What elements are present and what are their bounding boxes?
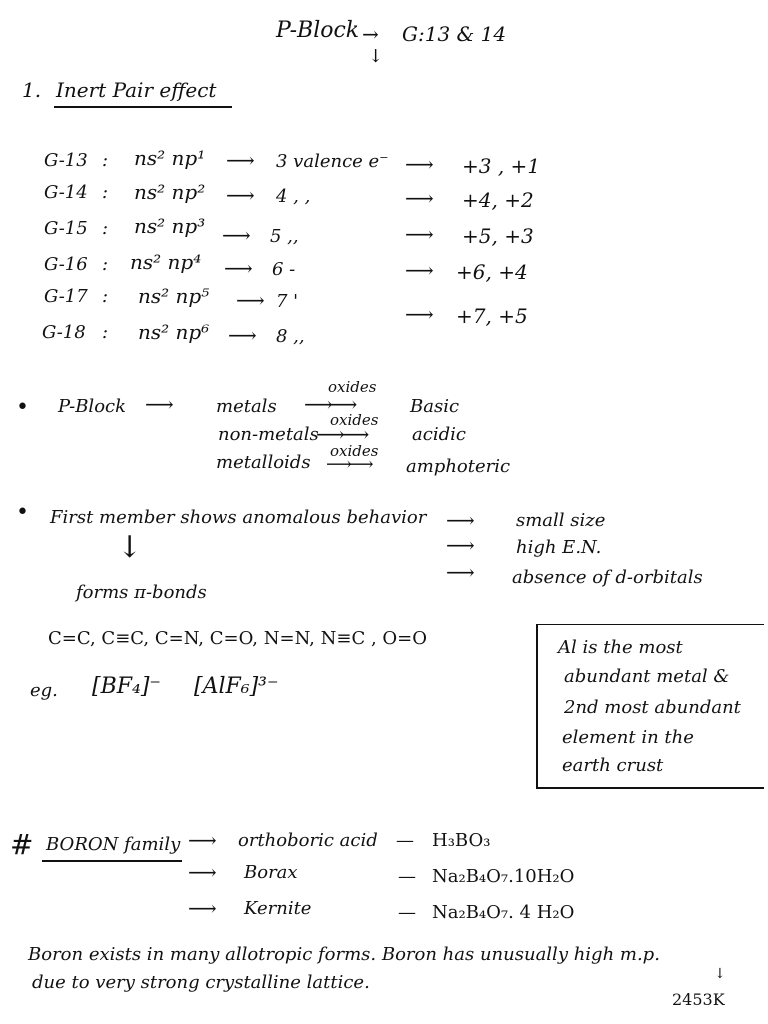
boron-compound: orthoboric acid <box>238 830 378 851</box>
config-states: +5, +3 <box>462 224 534 248</box>
arrow-icon: ⟶ <box>405 222 434 246</box>
arrow-icon: ⟶ <box>446 508 475 532</box>
boron-formula: Na₂B₄O₇.10H₂O <box>432 866 575 887</box>
boron-compound: Borax <box>244 862 298 883</box>
note-line: Al is the most <box>558 637 683 658</box>
arrow-icon: ⟶ <box>446 533 475 557</box>
oxide-over-label: oxides <box>330 442 379 460</box>
header-down-arrow-icon: ↓ <box>368 46 384 67</box>
config-electrons: ns² np⁶ <box>138 320 210 344</box>
note-line: 2nd most abundant <box>564 697 741 718</box>
arrow-icon: ⟶ <box>405 152 434 176</box>
section-number: 1. <box>22 78 42 102</box>
arrow-icon: ⟶ <box>224 256 253 280</box>
arrow-icon: ⟶⟶ <box>304 392 354 416</box>
config-group: G-14 <box>44 182 88 203</box>
arrow-icon: ⟶ <box>236 288 265 312</box>
hash-symbol: # <box>10 828 34 861</box>
header-title: P-Block <box>276 18 360 43</box>
header-arrow-icon: → <box>362 22 379 46</box>
arrow-icon: ⟶⟶ <box>316 422 366 446</box>
arrow-icon: ⟶ <box>188 896 217 920</box>
bullet: • <box>16 395 29 420</box>
arrow-icon: ⟶ <box>145 392 174 416</box>
bullet: • <box>16 500 29 525</box>
reason-item: small size <box>516 510 606 531</box>
boron-compound: Kernite <box>244 898 312 919</box>
oxide-result: acidic <box>412 424 466 445</box>
arrow-icon: ⟶ <box>226 183 255 207</box>
forms-pi-bonds: forms π-bonds <box>76 582 207 603</box>
anomalous-statement: First member shows anomalous behavior <box>50 507 427 528</box>
config-states: +6, +4 <box>456 260 528 284</box>
arrow-icon: ⟶ <box>405 302 434 326</box>
note-box <box>536 624 764 789</box>
boron-mp-value: 2453K <box>672 990 725 1009</box>
config-states: +4, +2 <box>462 188 534 212</box>
oxide-result: Basic <box>410 396 460 417</box>
reason-item: high E.N. <box>516 537 602 558</box>
boron-heading-underline <box>42 860 182 862</box>
config-valence: 8 ,, <box>276 326 305 347</box>
config-valence: 3 valence e⁻ <box>276 151 389 172</box>
config-electrons: ns² np⁴ <box>130 250 202 274</box>
oxide-over-label: oxides <box>328 378 377 396</box>
config-group: G-16 <box>44 254 88 275</box>
config-valence: 4 , , <box>276 186 311 207</box>
arrow-icon: ⟶ <box>446 560 475 584</box>
boron-formula: H₃BO₃ <box>432 830 491 851</box>
config-group: G-17 <box>44 286 88 307</box>
config-valence: 5 ,, <box>270 226 299 247</box>
config-electrons: ns² np¹ <box>134 146 206 170</box>
eg-bf4: [BF₄]⁻ <box>92 674 162 699</box>
config-valence: 7 ' <box>276 291 299 312</box>
config-group: G-15 <box>44 218 88 239</box>
pblock-label: P-Block <box>58 396 127 417</box>
oxide-over-label: oxides <box>330 411 379 429</box>
reason-item: absence of d-orbitals <box>512 567 703 588</box>
header-groups: G:13 & 14 <box>402 22 507 46</box>
config-valence: 6 - <box>272 259 296 280</box>
note-line: element in the <box>562 727 694 748</box>
arrow-icon: ⟶ <box>188 860 217 884</box>
oxide-type: metals <box>216 396 277 417</box>
boron-formula: Na₂B₄O₇. 4 H₂O <box>432 902 575 923</box>
down-arrow-icon: ↓ <box>117 530 143 565</box>
boron-heading: BORON family <box>46 834 181 855</box>
note-line: earth crust <box>562 755 664 776</box>
note-line: abundant metal & <box>564 666 730 687</box>
config-states: +7, +5 <box>456 304 528 328</box>
oxide-type: metalloids <box>216 452 311 473</box>
notes-page: P-Block → G:13 & 14 ↓ 1. Inert Pair effect G-13 : ns² np¹ ⟶ 3 valence e⁻ ⟶ +3 , +1 G-14 : ns² np² ⟶ 4 , , ⟶ +4, +2 G-15 : ns² np³ ⟶ 5 ,, ⟶ +5, +3 G-16 : ns² np⁴ ⟶ 6 - ⟶ +6, +4 G-17 : ns² np⁵ ⟶ 7 ' ⟶ +7, +5 G-18 : ns² np⁶ ⟶ 8 ,, • P-Block ⟶ metals oxides ⟶⟶ Basic non-metals oxides ⟶⟶ acidic metalloids oxides ⟶⟶ amphoteric • First member shows anomalous behavior ⟶ small size ⟶ high E.N. ⟶ absence of d-orbitals ↓ forms π-bonds C=C, C≡C, C=N, C=O, N=N, N≡C , O=O eg. [BF₄]⁻ [AlF₆]³⁻ Al is the most abundant metal & 2nd most abundant element in the earth crust # BORON family ⟶ orthoboric acid — H₃BO₃ ⟶ Borax — Na₂B₄O₇.10H₂O ⟶ Kernite — Na₂B₄O₇. 4 H₂O Boron exists in many allotropic forms. Boron has unusually high m.p. due to very strong crystalline lattice. ↓ 2453K <box>0 0 768 1024</box>
config-electrons: ns² np⁵ <box>138 284 210 308</box>
config-states: +3 , +1 <box>462 154 541 178</box>
oxide-type: non-metals <box>218 424 319 445</box>
oxide-result: amphoteric <box>406 456 511 477</box>
arrow-icon: ⟶ <box>222 223 251 247</box>
arrow-icon: ⟶ <box>188 828 217 852</box>
config-group: G-13 <box>44 150 88 171</box>
arrow-icon: ⟶⟶ <box>326 454 370 475</box>
config-electrons: ns² np³ <box>134 214 206 238</box>
arrow-icon: ⟶ <box>228 323 257 347</box>
section-heading-underline <box>54 106 232 108</box>
eg-alf6: [AlF₆]³⁻ <box>194 674 279 699</box>
config-group: G-18 <box>42 322 86 343</box>
boron-text-line: due to very strong crystalline lattice. <box>32 972 370 993</box>
arrow-icon: ⟶ <box>405 186 434 210</box>
config-electrons: ns² np² <box>134 180 206 204</box>
boron-text-line: Boron exists in many allotropic forms. Boron has unusually high m.p. <box>28 944 660 965</box>
arrow-icon: ⟶ <box>405 258 434 282</box>
section-heading: Inert Pair effect <box>56 78 217 102</box>
arrow-icon: ⟶ <box>226 148 255 172</box>
eg-label: eg. <box>30 680 58 701</box>
down-arrow-icon: ↓ <box>714 966 726 982</box>
bond-examples: C=C, C≡C, C=N, C=O, N=N, N≡C , O=O <box>48 628 427 649</box>
